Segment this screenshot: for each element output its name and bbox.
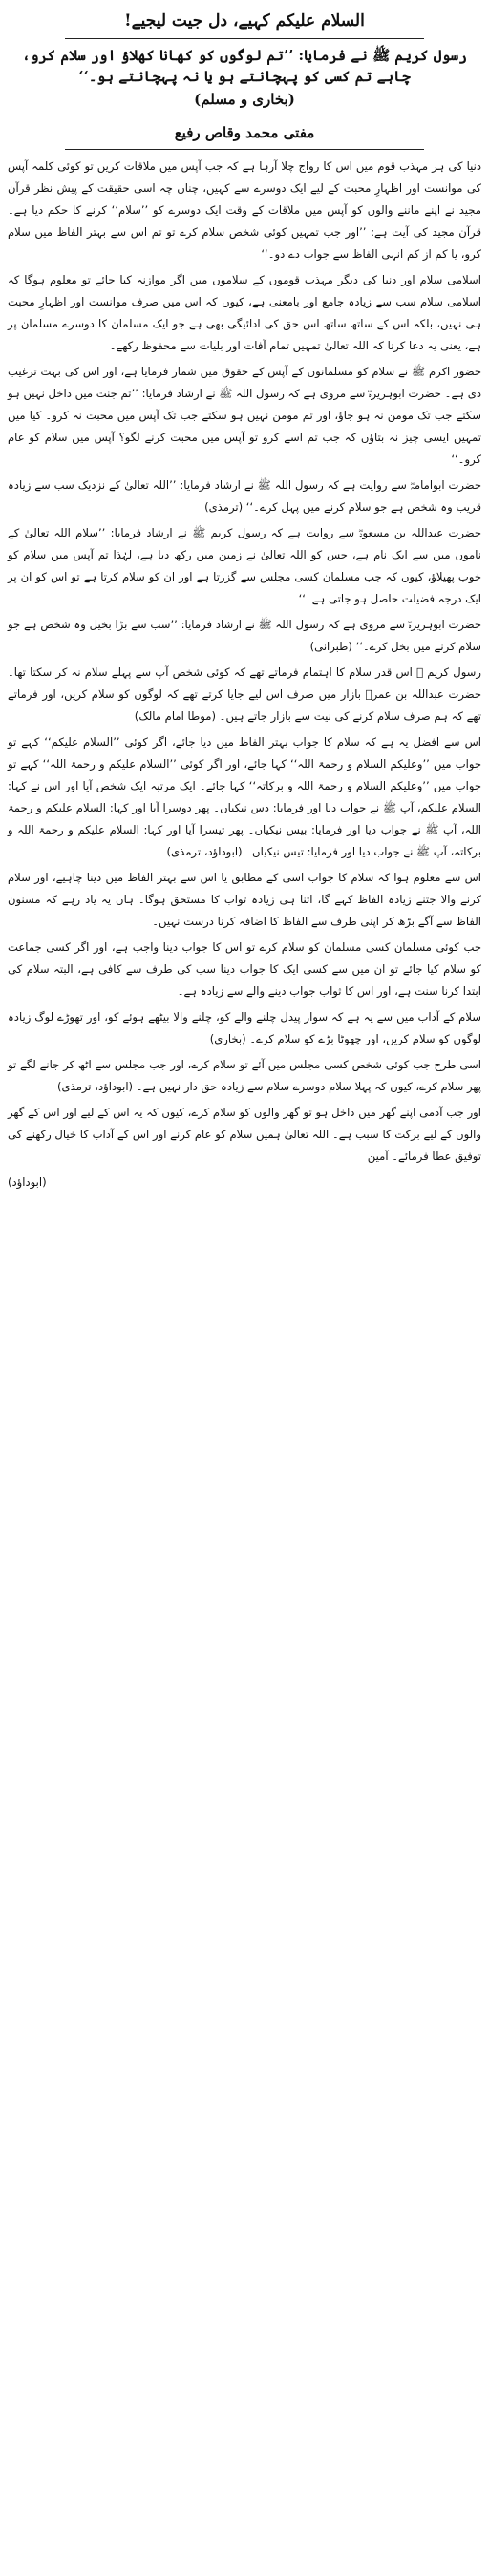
author-name: مفتی محمد وقاص رفیع bbox=[174, 124, 315, 141]
paragraph: اسلامی سلام اور دنیا کی دیگر مہذب قوموں کے سلاموں میں اگر موازنہ کیا جائے تو معلوم ہوگا کہ اسلامی سلام سب سے زیادہ جامع اور بامعنی ہے، کیوں کہ اس میں صرف موانست اور اظہارِ محبت ہی نہیں، بلکہ اس کے ساتھ ساتھ اس حق کی ادائیگی بھی ہے جو ایک مسلمان کا دوسرے مسلمان پر ہے، یعنی یہ دعا کرنا کہ اللہ تعالیٰ تمہیں تمام آفات اور بلیات سے محفوظ رکھے۔ bbox=[8, 273, 481, 352]
paragraph: جب کوئی مسلمان کسی مسلمان کو سلام کرے تو اس کا جواب دینا واجب ہے، اور اگر کسی جماعت کو سلام کیا جائے تو ان میں سے کسی ایک کا جواب دینا سب کی طرف سے کافی ہے، البتہ سلام کی ابتدا کرنا سنت ہے، اور اس کا ثواب جواب دینے والے سے زیادہ ہے۔ bbox=[8, 940, 481, 998]
paragraph: اس سے معلوم ہوا کہ سلام کا جواب اسی کے مطابق یا اس سے بہتر الفاظ میں دینا چاہیے، اور سلام کرنے والا جتنے زیادہ الفاظ کہے گا، اتنا ہی زیادہ ثواب کا مستحق ہوگا۔ ہاں یہ یاد رہے کہ مسنون الفاظ سے آگے بڑھ کر اپنی طرف سے الفاظ کا اضافہ کرنا درست نہیں۔ bbox=[8, 871, 481, 928]
paragraph: حضور اکرم ﷺ نے سلام کو مسلمانوں کے آپس کے حقوق میں شمار فرمایا ہے، اور اس کی بہت ترغیب دی ہے۔ حضرت ابوہریرہؓ سے مروی ہے کہ رسول اللہ ﷺ نے ارشاد فرمایا: ’’تم جنت میں داخل نہیں ہو سکتے جب تک مومن نہ ہو جاؤ، اور تم مومن نہیں ہو سکتے جب تک آپس میں محبت نہ کرو۔ کیا میں تمہیں ایسی چیز نہ بتاؤں کہ جب تم اسے کرو تو آپس میں محبت کرنے لگو؟ آپس میں سلام کو عام کرو۔‘‘ bbox=[8, 365, 481, 466]
paragraph: اسی طرح جب کوئی شخص کسی مجلس میں آئے تو سلام کرے، اور جب مجلس سے اٹھ کر جانے لگے تو پھر سلام کرے، کیوں کہ پہلا سلام دوسرے سلام سے زیادہ حق دار نہیں ہے۔ (ابوداؤد، ترمذی) bbox=[8, 1058, 481, 1093]
paragraph: دنیا کی ہر مہذب قوم میں اس کا رواج چلا آرہا ہے کہ جب آپس میں ملاقات کریں تو کوئی کلمہ آپس کی موانست اور اظہارِ محبت کے لیے ایک دوسرے سے کہیں، چناں چہ اسی حقیقت کے پیش نظر قرآن مجید نے اپنے ماننے والوں کو آپس میں ملاقات کے وقت ایک دوسرے کو ’’سلام‘‘ کرنے کا حکم دیا ہے۔ قرآن مجید کی آیت ہے: ’’اور جب تمہیں کوئی شخص سلام کرے تو تم اس سے بہتر الفاظ میں سلام کرو، یا کم از کم انہی الفاظ سے جواب دے دو۔‘‘ bbox=[8, 159, 481, 261]
paragraph: حضرت ابوہریرہؓ سے مروی ہے کہ رسول اللہ ﷺ نے ارشاد فرمایا: ’’سب سے بڑا بخیل وہ شخص ہے جو سلام کرنے میں بخل کرے۔‘‘ (طبرانی) bbox=[8, 618, 481, 653]
intro-source: (بخاری و مسلم) bbox=[194, 91, 295, 108]
paragraph: اور جب آدمی اپنے گھر میں داخل ہو تو گھر والوں کو سلام کرے، کیوں کہ یہ اس کے لیے اور اس کے گھر والوں کے لیے برکت کا سبب ہے۔ اللہ تعالیٰ ہمیں سلام کو عام کرنے اور اس کے آداب کا خیال رکھنے کی توفیق عطا فرمائے۔ آمین bbox=[8, 1106, 481, 1163]
paragraph: حضرت ابوامامہؓ سے روایت ہے کہ رسول اللہ ﷺ نے ارشاد فرمایا: ’’اللہ تعالیٰ کے نزدیک سب سے زیادہ قریب وہ شخص ہے جو سلام کرنے میں پہل کرے۔‘‘ (ترمذی) bbox=[8, 478, 481, 514]
intro-quote: رسول کریم ﷺ نے فرمایا: ’’تم لوگوں کو کھانا کھلاؤ اور سلام کرو، چاہے تم کسی کو پہچانتے ہو یا نہ پہچانتے ہو۔‘‘ bbox=[22, 47, 467, 85]
divider bbox=[65, 149, 424, 150]
paragraph: رسول کریم ﷺ اس قدر سلام کا اہتمام فرماتے تھے کہ کوئی شخص آپ سے پہلے سلام نہ کر سکتا تھا۔ حضرت عبداللہ بن عمرؓ بازار میں صرف اس لیے جایا کرتے تھے کہ لوگوں کو سلام کریں، اور فرماتے تھے کہ ہم صرف سلام کرنے کی نیت سے بازار جاتے ہیں۔ (موطا امام مالک) bbox=[8, 665, 481, 723]
paragraph: حضرت عبداللہ بن مسعودؓ سے روایت ہے کہ رسول کریم ﷺ نے ارشاد فرمایا: ’’سلام اللہ تعالیٰ کے ناموں میں سے ایک نام ہے، جس کو اللہ تعالیٰ نے زمین میں رکھ دیا ہے، لہٰذا تم آپس میں سلام کو خوب پھیلاؤ، کیوں کہ جب مسلمان کسی مجلس سے گزرتا ہے اور ان کو سلام کرتا ہے تو اس کو ان پر ایک درجہ فضیلت حاصل ہو جاتی ہے۔‘‘ bbox=[8, 526, 481, 605]
article-title: السلام علیکم کہیے، دل جیت لیجیے! bbox=[124, 11, 365, 31]
reference-citation: (ابوداؤد) bbox=[8, 1175, 47, 1189]
divider bbox=[65, 38, 424, 39]
article-body bbox=[8, 156, 481, 1193]
paragraph: اس سے افضل یہ ہے کہ سلام کا جواب بہتر الفاظ میں دیا جائے، اگر کوئی ’’السلام علیکم‘‘ کہے تو جواب میں ’’وعلیکم السلام و رحمۃ اللہ‘‘ کہا جائے، اور اگر کوئی ’’السلام علیکم و رحمۃ اللہ‘‘ کہے تو جواب میں ’’وعلیکم السلام و رحمۃ اللہ و برکاتہ‘‘ کہا جائے۔ ایک مرتبہ ایک شخص آیا اور اس نے کہا: السلام علیکم، آپ ﷺ نے جواب دیا اور فرمایا: دس نیکیاں۔ پھر دوسرا آیا اور کہا: السلام علیکم و رحمۃ اللہ، آپ ﷺ نے جواب دیا اور فرمایا: بیس نیکیاں۔ پھر تیسرا آیا اور کہا: السلام علیکم و رحمۃ اللہ و برکاتہ، آپ ﷺ نے جواب دیا اور فرمایا: تیس نیکیاں۔ (ابوداؤد، ترمذی) bbox=[8, 735, 481, 858]
paragraph: سلام کے آداب میں سے یہ ہے کہ سوار پیدل چلنے والے کو، چلنے والا بیٹھے ہوئے کو، اور تھوڑے لوگ زیادہ لوگوں کو سلام کریں، اور چھوٹا بڑے کو سلام کرے۔ (بخاری) bbox=[8, 1010, 481, 1045]
